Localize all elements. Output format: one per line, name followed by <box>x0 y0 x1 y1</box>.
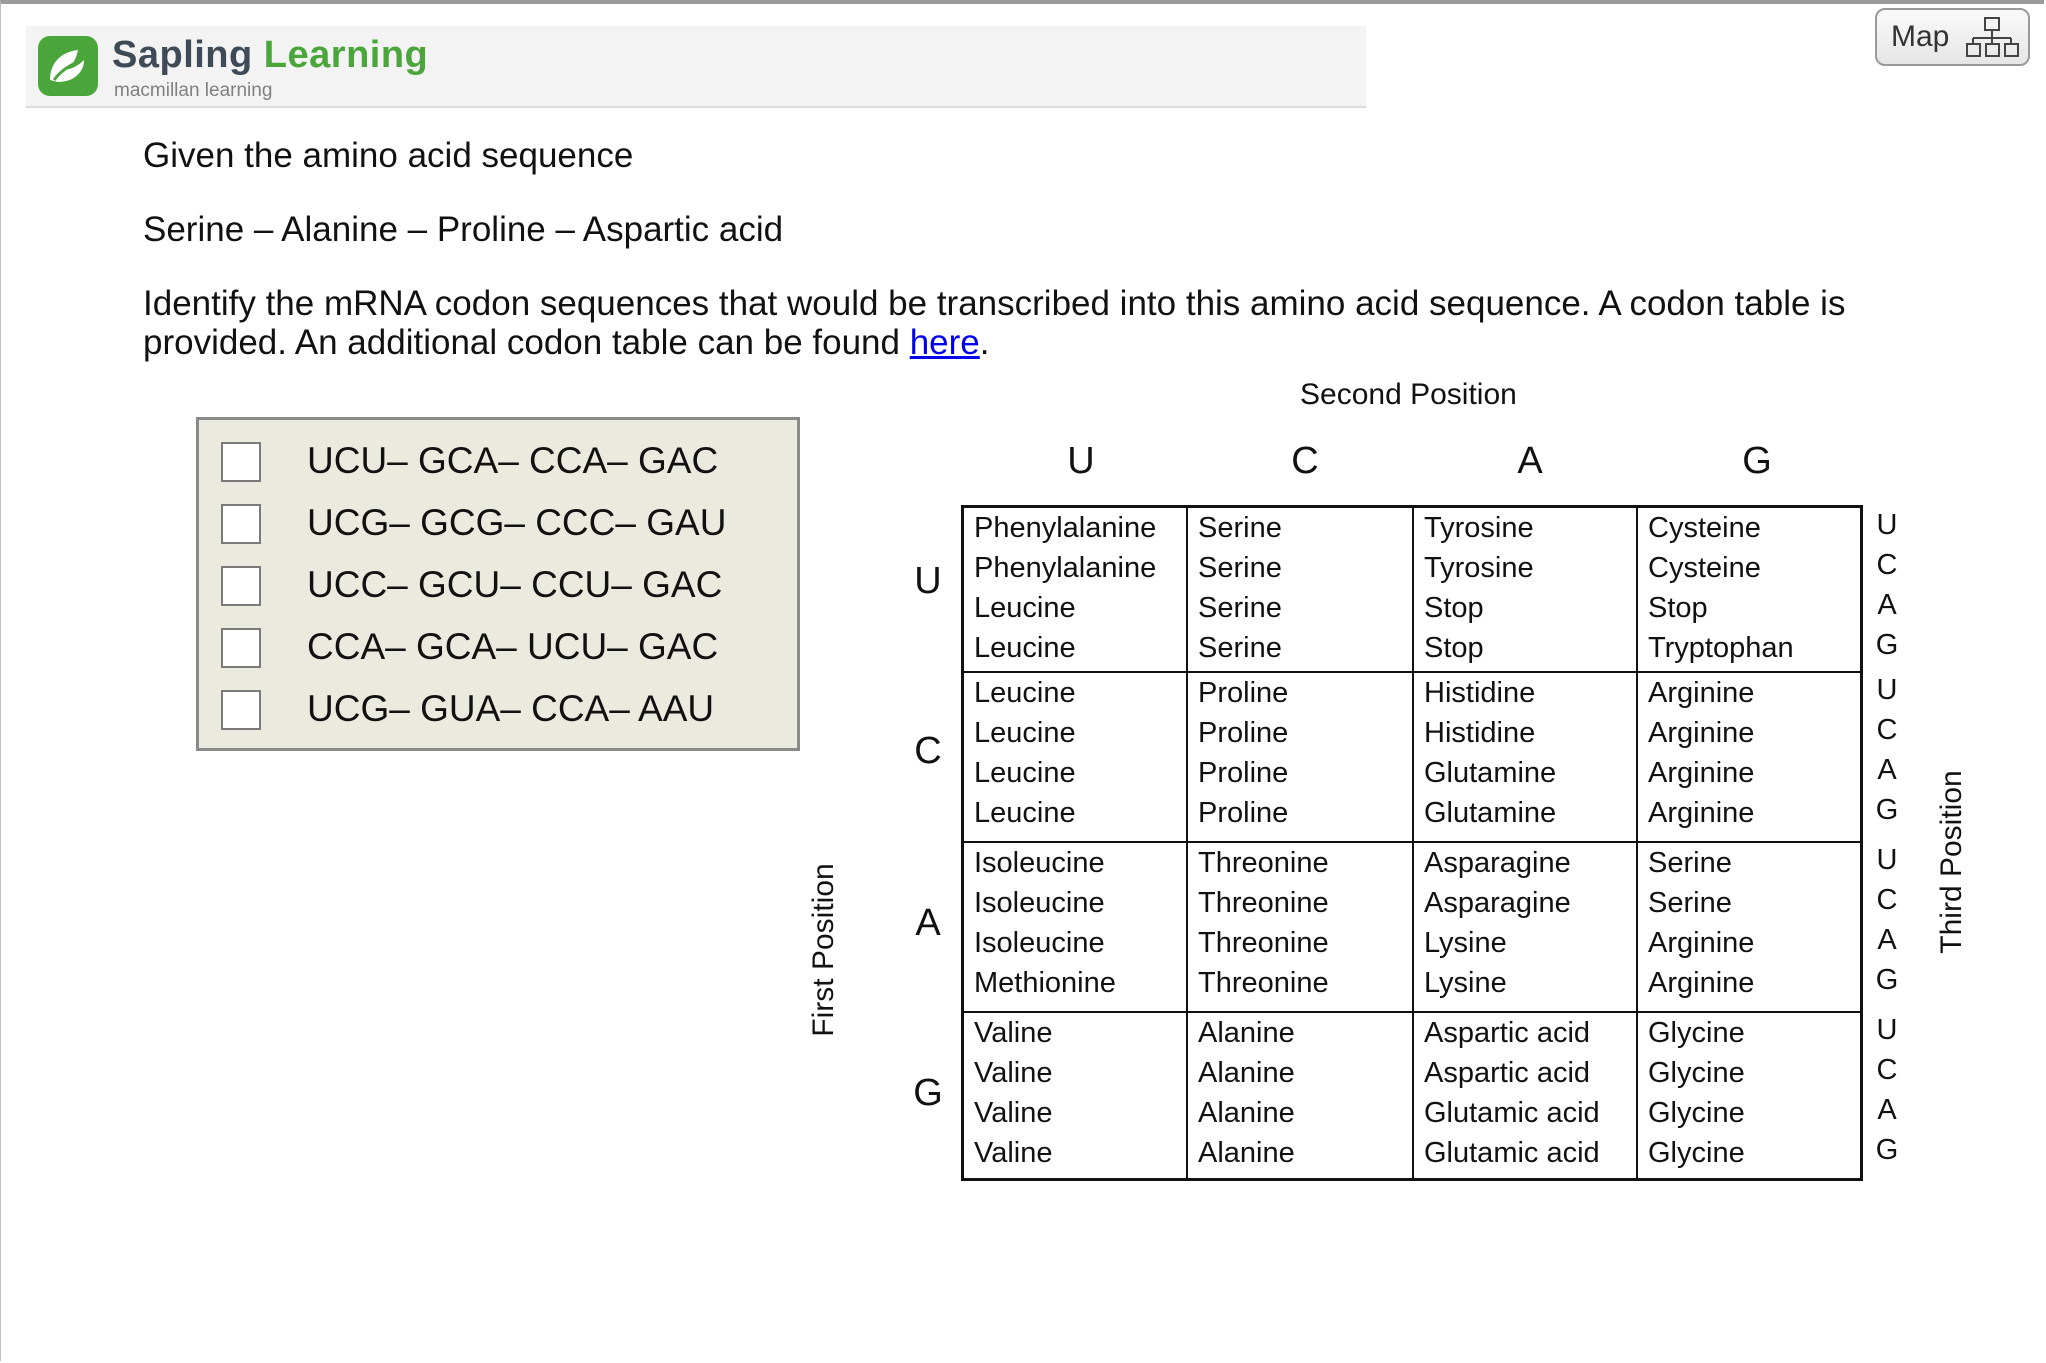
amino-acid-entry: Serine <box>1198 592 1282 624</box>
brand-header <box>26 26 1366 108</box>
amino-acid-entry: Glutamic acid <box>1424 1097 1600 1129</box>
third-position-letter: C <box>1876 549 1898 581</box>
third-position-letter: U <box>1876 674 1898 706</box>
third-position-letter: A <box>1877 754 1897 786</box>
brand-word-sapling: Sapling <box>112 34 253 76</box>
amino-acid-entry: Histidine <box>1424 717 1536 749</box>
choice-checkbox[interactable] <box>221 690 261 730</box>
question-intro: Given the amino acid sequence <box>143 136 634 175</box>
amino-acid-entry: Serine <box>1198 512 1282 544</box>
codon-cell-GU <box>964 1013 1186 1176</box>
amino-acid-entry: Proline <box>1198 717 1289 749</box>
third-position-letter: C <box>1876 884 1898 916</box>
codon-cell-CG <box>1638 673 1862 836</box>
additional-codon-table-link[interactable]: here <box>909 323 980 362</box>
third-position-letter: C <box>1876 1054 1898 1086</box>
brand-word-learning: Learning <box>263 34 429 76</box>
amino-acid-entry: Alanine <box>1198 1017 1295 1049</box>
codon-cell-GG <box>1638 1013 1862 1176</box>
brand-subtitle: macmillan learning <box>114 80 273 101</box>
amino-acid-entry: Leucine <box>974 717 1076 749</box>
amino-acid-entry: Tyrosine <box>1424 552 1534 584</box>
codon-cell-UG <box>1638 508 1862 671</box>
codon-cell-CU <box>964 673 1186 836</box>
amino-acid-entry: Leucine <box>974 592 1076 624</box>
first-position-label: First Position <box>807 863 840 1037</box>
choice-label: CCA– GCA– UCU– GAC <box>307 626 719 667</box>
answer-choices <box>196 417 800 751</box>
amino-acid-entry: Arginine <box>1648 717 1755 749</box>
instruction-text: Identify the mRNA codon sequences that would be transcribed into this amino acid sequence. A codon table is provided. An additional codon table can be found <box>143 284 1846 362</box>
amino-acid-entry: Glycine <box>1648 1017 1745 1049</box>
third-position-letter: U <box>1876 1014 1898 1046</box>
amino-acid-entry: Alanine <box>1198 1137 1295 1169</box>
row-header-G: G <box>913 1072 943 1114</box>
amino-acid-entry: Tyrosine <box>1424 512 1534 544</box>
choice-label: UCU– GCA– CCA– GAC <box>307 440 719 481</box>
codon-cell-GA <box>1414 1013 1636 1176</box>
amino-acid-entry: Aspartic acid <box>1424 1057 1591 1089</box>
amino-acid-entry: Isoleucine <box>974 847 1105 879</box>
codon-cell-UC <box>1188 508 1412 671</box>
map-button[interactable] <box>1875 8 2030 66</box>
amino-acid-entry: Histidine <box>1424 677 1536 709</box>
amino-acid-entry: Proline <box>1198 677 1289 709</box>
amino-acid-entry: Alanine <box>1198 1097 1295 1129</box>
amino-acid-entry: Arginine <box>1648 797 1755 829</box>
choice-checkbox[interactable] <box>221 566 261 606</box>
amino-acid-entry: Aspartic acid <box>1424 1017 1591 1049</box>
codon-cell-AU <box>964 843 1186 1006</box>
amino-acid-entry: Isoleucine <box>974 887 1105 919</box>
amino-acid-entry: Leucine <box>974 757 1076 789</box>
amino-acid-entry: Proline <box>1198 757 1289 789</box>
brand-name <box>112 34 428 77</box>
choice-checkbox[interactable] <box>221 628 261 668</box>
amino-acid-entry: Valine <box>974 1097 1053 1129</box>
amino-acid-entry: Stop <box>1648 592 1708 624</box>
choice-checkbox[interactable] <box>221 442 261 482</box>
choice-label: UCC– GCU– CCU– GAC <box>307 564 723 605</box>
third-position-letter: A <box>1877 924 1897 956</box>
third-position-letter: G <box>1875 629 1899 661</box>
amino-acid-entry: Valine <box>974 1057 1053 1089</box>
amino-acid-entry: Arginine <box>1648 927 1755 959</box>
codon-cell-AG <box>1638 843 1862 1006</box>
amino-acid-entry: Leucine <box>974 632 1076 664</box>
codon-table <box>961 505 1863 1181</box>
amino-acid-entry: Lysine <box>1424 967 1507 999</box>
choice-checkbox[interactable] <box>221 504 261 544</box>
instruction-end: . <box>979 323 990 362</box>
amino-acid-entry: Asparagine <box>1424 847 1571 879</box>
third-position-letter: U <box>1876 844 1898 876</box>
amino-acid-entry: Valine <box>974 1017 1053 1049</box>
map-button-label: Map <box>1891 20 1950 53</box>
amino-acid-entry: Cysteine <box>1648 552 1761 584</box>
amino-acid-entry: Threonine <box>1198 887 1329 919</box>
sapling-logo-icon <box>38 36 98 96</box>
row-header-C: C <box>914 730 942 772</box>
row-header-A: A <box>915 902 941 944</box>
codon-cell-AC <box>1188 843 1412 1006</box>
codon-cell-UA <box>1414 508 1636 671</box>
codon-cell-UU <box>964 508 1186 671</box>
amino-acid-entry: Threonine <box>1198 927 1329 959</box>
amino-acid-entry: Glutamine <box>1424 757 1557 789</box>
amino-acid-entry: Arginine <box>1648 757 1755 789</box>
question-instruction <box>143 284 1943 362</box>
amino-acid-entry: Threonine <box>1198 967 1329 999</box>
codon-cell-GC <box>1188 1013 1412 1176</box>
third-position-label: Third Position <box>1935 770 1968 954</box>
third-position-letter: U <box>1876 509 1898 541</box>
amino-acid-entry: Cysteine <box>1648 512 1761 544</box>
amino-acid-entry: Glycine <box>1648 1137 1745 1169</box>
column-header-C: C <box>1291 440 1319 482</box>
third-position-letter: G <box>1875 1134 1899 1166</box>
amino-acid-entry: Glutamic acid <box>1424 1137 1600 1169</box>
amino-acid-entry: Serine <box>1648 847 1732 879</box>
third-position-letter: C <box>1876 714 1898 746</box>
amino-acid-entry: Glycine <box>1648 1057 1745 1089</box>
codon-cell-CC <box>1188 673 1412 836</box>
amino-acid-entry: Stop <box>1424 592 1484 624</box>
amino-acid-entry: Methionine <box>974 967 1116 999</box>
amino-acid-entry: Serine <box>1198 632 1282 664</box>
amino-acid-entry: Glutamine <box>1424 797 1557 829</box>
amino-acid-entry: Leucine <box>974 797 1076 829</box>
amino-acid-entry: Isoleucine <box>974 927 1105 959</box>
amino-acid-entry: Arginine <box>1648 967 1755 999</box>
third-position-letter: A <box>1877 589 1897 621</box>
second-position-label: Second Position <box>1300 378 1517 411</box>
choice-label: UCG– GUA– CCA– AAU <box>307 688 715 729</box>
amino-acid-entry: Leucine <box>974 677 1076 709</box>
amino-acid-entry: Threonine <box>1198 847 1329 879</box>
amino-acid-entry: Arginine <box>1648 677 1755 709</box>
amino-acid-entry: Serine <box>1648 887 1732 919</box>
third-position-letter: A <box>1877 1094 1897 1126</box>
amino-acid-entry: Proline <box>1198 797 1289 829</box>
amino-acid-entry: Lysine <box>1424 927 1507 959</box>
amino-acid-entry: Phenylalanine <box>974 512 1157 544</box>
third-position-letter: G <box>1875 794 1899 826</box>
column-header-U: U <box>1067 440 1095 482</box>
column-header-G: G <box>1742 440 1772 482</box>
amino-acid-entry: Serine <box>1198 552 1282 584</box>
amino-acid-entry: Glycine <box>1648 1097 1745 1129</box>
amino-acid-entry: Stop <box>1424 632 1484 664</box>
codon-cell-CA <box>1414 673 1636 836</box>
choice-label: UCG– GCG– CCC– GAU <box>307 502 727 543</box>
column-header-A: A <box>1517 440 1543 482</box>
sitemap-icon <box>1965 16 2021 68</box>
row-header-U: U <box>914 560 942 602</box>
amino-acid-entry: Alanine <box>1198 1057 1295 1089</box>
amino-acid-entry: Asparagine <box>1424 887 1571 919</box>
codon-cell-AA <box>1414 843 1636 1006</box>
third-position-letter: G <box>1875 964 1899 996</box>
amino-acid-entry: Valine <box>974 1137 1053 1169</box>
amino-acid-entry: Phenylalanine <box>974 552 1157 584</box>
amino-acid-entry: Tryptophan <box>1648 632 1794 664</box>
amino-acid-sequence: Serine – Alanine – Proline – Aspartic acid <box>143 210 784 249</box>
